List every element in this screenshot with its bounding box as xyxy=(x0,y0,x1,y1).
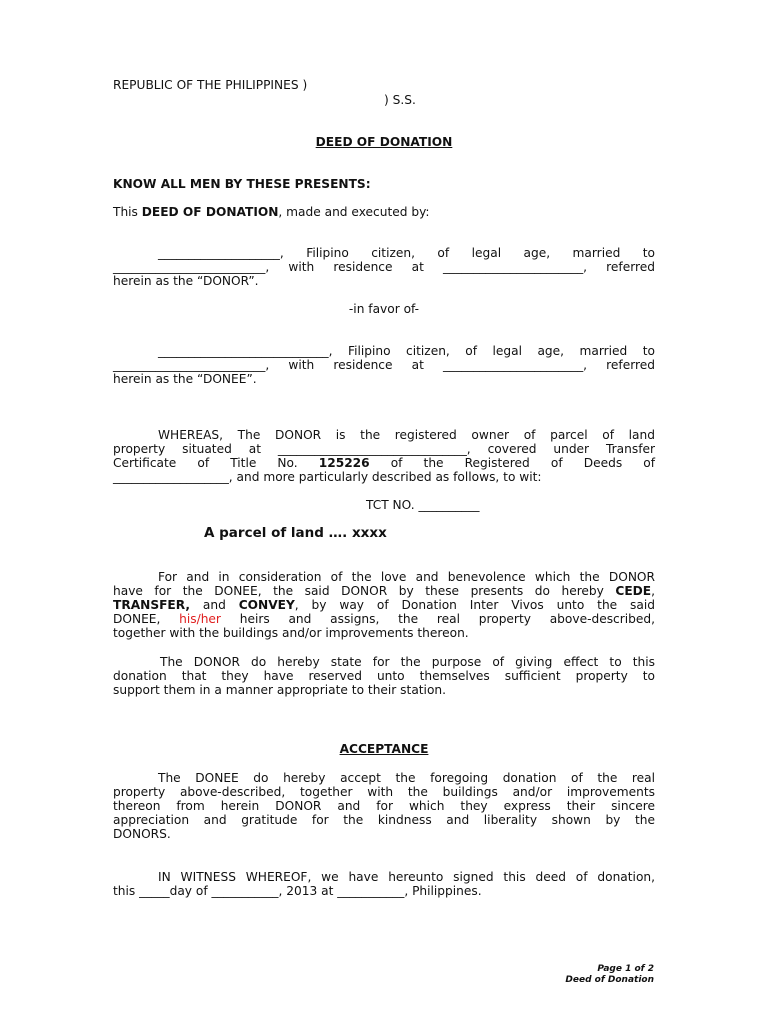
whereas-line-4: ___________________, and more particularly described as follows, to wit: xyxy=(113,470,542,484)
consideration-line-4-pre: DONEE, xyxy=(113,612,180,626)
consideration-line-3 xyxy=(113,598,655,612)
intro-line xyxy=(113,205,430,219)
consideration-line-1: For and in consideration of the love and benevolence which the DONOR xyxy=(158,570,655,584)
donor-statement-line-3: support them in a manner appropriate to their station. xyxy=(113,683,447,697)
whereas-line-3-post: of the Registered of Deeds of xyxy=(369,456,655,470)
donor-statement-paragraph xyxy=(113,655,655,697)
donee-paragraph xyxy=(113,344,655,386)
donor-line-1: ____________________, Filipino citizen, of legal age, married to xyxy=(158,246,655,260)
and-text: and xyxy=(190,598,239,612)
donee-line-1: ____________________________, Filipino citizen, of legal age, married to xyxy=(158,344,655,358)
whereas-line-2: property situated at _______________________________, covered under Transfer xyxy=(113,442,655,456)
donor-statement-line-2: donation that they have reserved unto themselves sufficient property to xyxy=(113,669,655,683)
document-title: DEED OF DONATION xyxy=(315,135,453,149)
page-footer xyxy=(565,964,654,986)
acceptance-line-5: DONORS. xyxy=(113,827,171,841)
witness-line-2: this _____day of ___________, 2013 at ___________, Philippines. xyxy=(113,884,482,898)
convey-term: CONVEY xyxy=(238,598,295,612)
donor-paragraph xyxy=(113,246,655,288)
ss-line: ) S.S. xyxy=(384,93,416,107)
tct-number: TCT NO. __________ xyxy=(366,498,480,512)
page-number: Page 1 of 2 xyxy=(597,964,654,974)
his-her-placeholder: his/her xyxy=(179,612,221,626)
know-all-heading: KNOW ALL MEN BY THESE PRESENTS: xyxy=(113,177,371,191)
consideration-line-4-post: heirs and assigns, the real property above-described, xyxy=(220,612,655,626)
title-number: 125226 xyxy=(318,456,370,470)
intro-pre: This xyxy=(113,205,142,219)
consideration-line-2-pre: have for the DONEE, the said DONOR by these presents do hereby xyxy=(113,584,616,598)
intro-bold: DEED OF DONATION xyxy=(141,205,279,219)
consideration-line-5: together with the buildings and/or improvements thereon. xyxy=(113,626,469,640)
donee-line-3: herein as the “DONEE”. xyxy=(113,372,257,386)
cede-term: CEDE xyxy=(615,584,652,598)
witness-line-1: IN WITNESS WHEREOF, we have hereunto signed this deed of donation, xyxy=(158,870,655,884)
consideration-line-2 xyxy=(113,584,655,598)
consideration-line-4 xyxy=(113,612,655,626)
footer-doc-title: Deed of Donation xyxy=(565,975,654,985)
intro-post: , made and executed by: xyxy=(278,205,430,219)
acceptance-line-4: appreciation and gratitude for the kindness and liberality shown by the xyxy=(113,813,655,827)
whereas-line-3 xyxy=(113,456,655,470)
acceptance-paragraph xyxy=(113,771,655,841)
witness-paragraph xyxy=(113,870,655,898)
acceptance-line-1: The DONEE do hereby accept the foregoing donation of the real xyxy=(158,771,655,785)
consideration-paragraph xyxy=(113,570,655,640)
consideration-line-3-post: , by way of Donation Inter Vivos unto the said xyxy=(294,598,655,612)
donor-line-2: _________________________, with residence at _______________________, referred xyxy=(113,260,655,274)
consideration-line-2-post: , xyxy=(651,584,655,598)
acceptance-line-3: thereon from herein DONOR and for which they express their sincere xyxy=(113,799,655,813)
transfer-term: TRANSFER, xyxy=(113,598,190,612)
donor-line-3: herein as the “DONOR”. xyxy=(113,274,259,288)
acceptance-line-2: property above-described, together with the buildings and/or improvements xyxy=(113,785,655,799)
donee-line-2: _________________________, with residence at _______________________, referred xyxy=(113,358,655,372)
acceptance-title: ACCEPTANCE xyxy=(339,742,429,756)
whereas-paragraph xyxy=(113,428,655,484)
donor-statement-line-1: The DONOR do hereby state for the purpose of giving effect to this xyxy=(160,655,655,669)
whereas-line-3-pre: Certificate of Title No. xyxy=(113,456,319,470)
parcel-description: A parcel of land …. xxxx xyxy=(204,525,387,541)
whereas-line-1: WHEREAS, The DONOR is the registered owner of parcel of land xyxy=(158,428,655,442)
republic-line: REPUBLIC OF THE PHILIPPINES ) xyxy=(113,78,308,92)
in-favor-of: -in favor of- xyxy=(348,302,420,316)
